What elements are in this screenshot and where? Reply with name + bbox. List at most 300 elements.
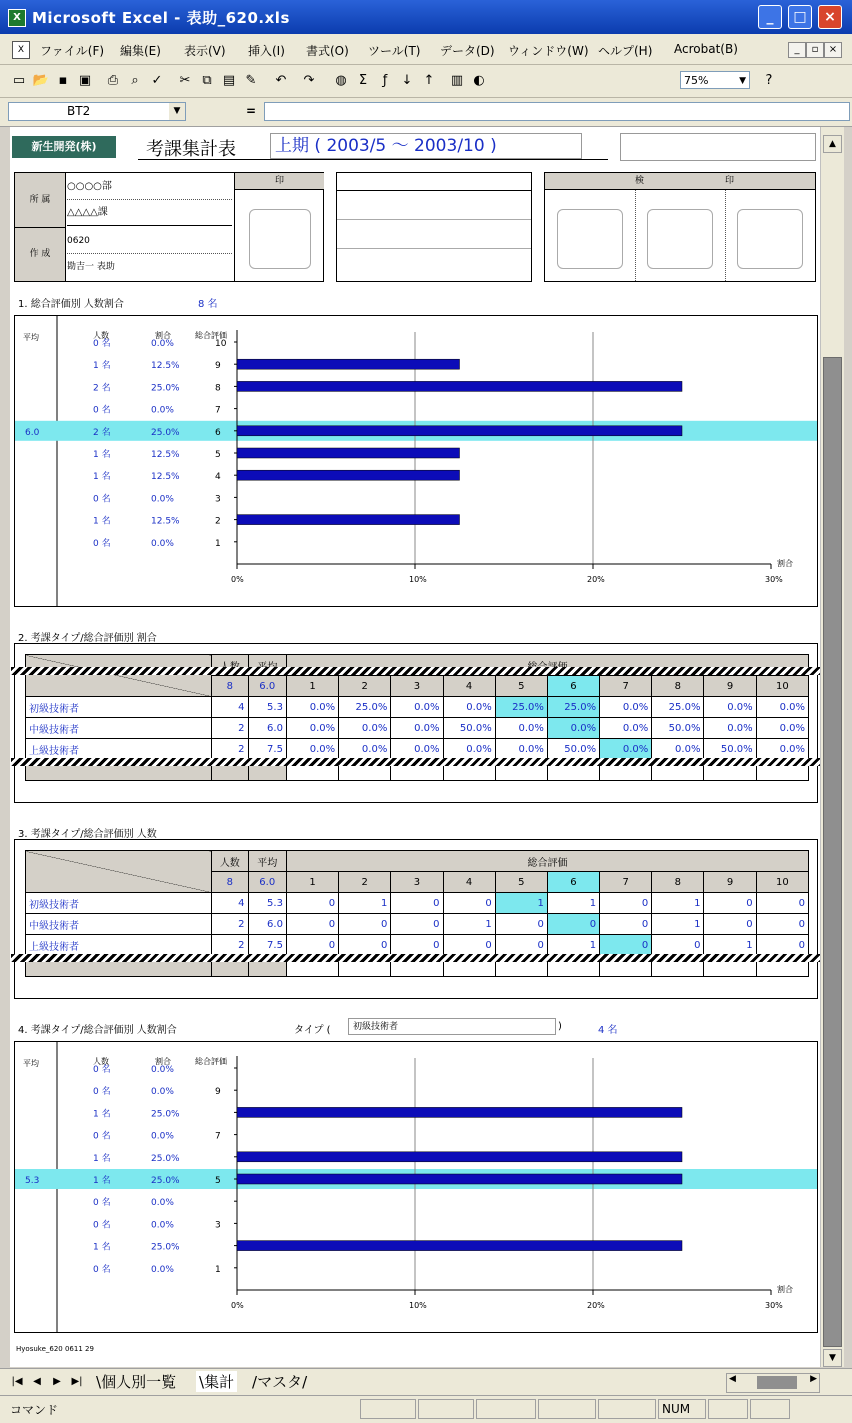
bar [237, 1152, 682, 1162]
ratio-header: 割合 [155, 1057, 171, 1066]
row-type: 初級技術者 [26, 893, 212, 914]
menu-acrobat[interactable]: Acrobat(B) [674, 42, 738, 56]
row-grade: 3 [215, 1220, 221, 1231]
sort-desc-icon[interactable]: ↑ [423, 73, 435, 88]
row-people: 0 名 [93, 1198, 111, 1209]
table-cell: 0 [391, 935, 443, 956]
row-grade: 7 [215, 1131, 221, 1142]
grade-header: 総合評価 [195, 1057, 227, 1066]
row-people: 0 名 [93, 339, 111, 349]
table-cell: 25.0% [652, 697, 704, 718]
total-avg: 6.0 [248, 872, 286, 893]
row-grade: 2 [215, 516, 221, 527]
break-marker [11, 758, 823, 766]
period-field[interactable]: 上期 ( 2003/5 ～ 2003/10 ) [270, 133, 582, 159]
footer-text: Hyosuke_620 0611 29 [16, 1345, 94, 1353]
table-cell: 0 [391, 914, 443, 935]
row-grade: 8 [215, 383, 221, 394]
blank-field[interactable] [620, 133, 816, 161]
row-people: 0 名 [93, 1220, 111, 1231]
chart2-svg [15, 1042, 817, 1332]
window-title: Microsoft Excel - 表助_620.xls [32, 9, 290, 27]
menu-view[interactable]: 表示(V) [184, 44, 226, 58]
break-marker [11, 667, 823, 675]
table-cell: 1 [443, 914, 495, 935]
title-underline [138, 159, 608, 160]
open-icon[interactable]: 📂 [32, 73, 50, 88]
bar [237, 1174, 682, 1184]
menu-file[interactable]: ファイル(F) [40, 44, 105, 58]
row-ratio: 25.0% [151, 1109, 180, 1120]
table-cell: 0 [339, 935, 391, 956]
standard-toolbar [0, 65, 852, 98]
type-label: タイプ ( [294, 1025, 331, 1036]
row-people: 1 名 [93, 516, 111, 527]
stamp-area [249, 209, 311, 269]
table-cell: 1 [547, 935, 599, 956]
status-bar [0, 1395, 852, 1423]
table-cell: 0.0% [391, 697, 443, 718]
table-cell: 0 [600, 914, 652, 935]
table-cell: 1 [547, 893, 599, 914]
tab-master[interactable]: /マスタ/ [252, 1373, 308, 1391]
table-cell: 0.0% [286, 739, 338, 760]
row-people: 0 名 [93, 538, 111, 549]
menu-help[interactable]: ヘルプ(H) [598, 44, 653, 58]
check-stamp-label: 印 [725, 176, 735, 186]
bar [237, 381, 682, 391]
table-cell: 0.0% [756, 697, 808, 718]
row-type: 初級技術者 [26, 697, 212, 718]
row-people: 1 名 [93, 1109, 111, 1120]
grade-header-cell: 9 [704, 872, 756, 893]
row-ratio: 0.0% [151, 538, 174, 549]
row-people: 2 [212, 935, 248, 956]
bar [237, 426, 682, 436]
table-cell: 0.0% [600, 697, 652, 718]
section4-total: 4 名 [598, 1025, 618, 1036]
break-marker [11, 954, 823, 962]
total-people: 8 [212, 872, 248, 893]
row-ratio: 12.5% [151, 472, 180, 483]
tab-summary[interactable]: \集計 [196, 1371, 237, 1392]
row-ratio: 12.5% [151, 361, 180, 372]
check-label: 検 [635, 176, 645, 186]
permission-icon[interactable]: ▣ [78, 73, 92, 88]
table-cell: 0 [600, 893, 652, 914]
grade-header-cell: 6 [547, 872, 599, 893]
hscroll-thumb[interactable] [757, 1376, 797, 1389]
table-cell: 1 [652, 914, 704, 935]
row-people: 0 名 [93, 405, 111, 416]
row-people: 0 名 [93, 1087, 111, 1098]
grade-header-cell: 10 [756, 676, 808, 697]
row-ratio: 0.0% [151, 405, 174, 416]
doc-title: 考課集計表 [146, 139, 236, 160]
row-people: 0 名 [93, 494, 111, 505]
corner-cell [26, 655, 212, 697]
table2-panel [14, 643, 818, 803]
table-cell: 50.0% [547, 739, 599, 760]
scroll-right-icon[interactable]: ▶ [810, 1374, 817, 1384]
row-people: 1 名 [93, 361, 111, 372]
table-cell: 0.0% [286, 697, 338, 718]
header-people: 人数 [212, 851, 248, 872]
row-type: 上級技術者 [26, 739, 212, 760]
table-cell: 0 [756, 914, 808, 935]
section2-title: 2. 考課タイプ/総合評価別 割合 [18, 633, 157, 644]
row-people: 2 名 [93, 427, 111, 438]
grade-header-cell: 1 [286, 872, 338, 893]
scroll-down-icon[interactable]: ▼ [823, 1349, 842, 1367]
table-cell: 0.0% [391, 718, 443, 739]
table-cell: 25.0% [495, 697, 547, 718]
table-cell: 0.0% [443, 697, 495, 718]
sakusei-label: 作 成 [15, 228, 66, 281]
row-ratio: 0.0% [151, 1264, 174, 1275]
x-tick-label: 30% [765, 1301, 783, 1310]
table-cell: 0.0% [547, 718, 599, 739]
people-header: 人数 [93, 1057, 109, 1066]
grade-header-cell: 4 [443, 676, 495, 697]
row-ratio: 25.0% [151, 427, 180, 438]
row-ratio: 0.0% [151, 1065, 174, 1075]
format-painter-icon[interactable]: ✎ [245, 73, 257, 88]
row-ratio: 0.0% [151, 1198, 174, 1209]
maximize-button[interactable]: □ [788, 5, 812, 29]
corner-cell [26, 851, 212, 893]
shozoku-label: 所 属 [15, 173, 66, 228]
menu-edit[interactable]: 編集(E) [120, 44, 161, 58]
status-mode: コマンド [10, 1403, 59, 1417]
formula-equals: = [246, 104, 257, 118]
x-tick-label: 30% [765, 575, 783, 584]
sort-asc-icon[interactable]: ↓ [401, 73, 413, 88]
hyperlink-icon[interactable]: ◍ [335, 73, 347, 88]
header-grade: 総合評価 [286, 851, 808, 872]
table-cell: 0 [652, 935, 704, 956]
table-cell: 1 [339, 893, 391, 914]
menu-bar [0, 34, 852, 65]
help-icon[interactable]: ? [765, 73, 773, 88]
section1-total: 8 名 [198, 299, 218, 310]
bar [237, 448, 460, 458]
save-icon[interactable]: ▪ [58, 73, 68, 88]
section3-title: 3. 考課タイプ/総合評価別 人数 [18, 829, 157, 840]
header-avg: 平均 [248, 851, 286, 872]
table-cell: 0.0% [704, 697, 756, 718]
row-ratio: 0.0% [151, 494, 174, 505]
table-cell: 0 [495, 935, 547, 956]
row-people: 2 [212, 739, 248, 760]
chevron-down-icon[interactable]: ▼ [169, 103, 185, 120]
bar [237, 1107, 682, 1117]
menu-window[interactable]: ウィンドウ(W) [508, 44, 589, 58]
row-ratio: 0.0% [151, 1131, 174, 1142]
row-type: 中級技術者 [26, 718, 212, 739]
row-ratio: 25.0% [151, 383, 180, 394]
type-close: ) [558, 1021, 562, 1032]
type-field[interactable]: 初級技術者 [348, 1018, 556, 1035]
close-button[interactable]: × [818, 5, 842, 29]
row-grade: 9 [215, 1087, 221, 1098]
table-cell: 0 [339, 914, 391, 935]
doc-restore-icon[interactable]: ▫ [806, 42, 824, 58]
x-axis-label: 割合 [777, 1285, 793, 1294]
table-cell: 0.0% [704, 718, 756, 739]
table-cell: 1 [704, 935, 756, 956]
zoom-select[interactable]: 75% ▼ [680, 71, 750, 89]
row-ratio: 0.0% [151, 1220, 174, 1231]
table-cell: 25.0% [339, 697, 391, 718]
table-cell: 0 [704, 914, 756, 935]
table-cell: 0.0% [443, 739, 495, 760]
row-avg: 6.0 [248, 914, 286, 935]
vertical-scrollbar[interactable] [820, 127, 844, 1367]
menu-tools[interactable]: ツール(T) [368, 44, 421, 58]
spelling-icon[interactable]: ✓ [151, 73, 163, 88]
chevron-down-icon: ▼ [739, 76, 746, 86]
section4-title: 4. 考課タイプ/総合評価別 人数割合 [18, 1025, 177, 1036]
table-cell: 50.0% [652, 718, 704, 739]
tab-individual[interactable]: \個人別一覧 [96, 1373, 177, 1391]
row-type: 中級技術者 [26, 914, 212, 935]
menu-format[interactable]: 書式(O) [306, 44, 349, 58]
row-people: 1 名 [93, 450, 111, 460]
grade-header-cell: 3 [391, 872, 443, 893]
row-people: 1 名 [93, 1176, 111, 1186]
row-ratio: 25.0% [151, 1153, 180, 1164]
print-preview-icon[interactable]: ⌕ [131, 73, 139, 88]
code-field: 0620 [67, 229, 232, 254]
table-cell: 0 [443, 935, 495, 956]
first-sheet-icon[interactable]: |◀ [11, 1376, 23, 1387]
row-ratio: 12.5% [151, 516, 180, 527]
row-grade: 6 [215, 427, 221, 438]
row-people: 1 名 [93, 1153, 111, 1164]
row-people: 0 名 [93, 1065, 111, 1075]
row-type: 上級技術者 [26, 935, 212, 956]
table3 [25, 850, 809, 977]
avg-value: 5.3 [25, 1176, 40, 1186]
worksheet[interactable] [10, 127, 820, 1367]
grade-header-cell: 3 [391, 676, 443, 697]
x-tick-label: 10% [409, 575, 427, 584]
row-grade: 1 [215, 538, 221, 549]
company-label: 新生開発(株) [12, 136, 116, 158]
table-cell: 0.0% [339, 739, 391, 760]
table-cell: 0 [286, 914, 338, 935]
table-cell: 0 [756, 893, 808, 914]
bar [237, 515, 460, 525]
row-grade: 1 [215, 1264, 221, 1275]
scroll-left-icon[interactable]: ◀ [729, 1374, 736, 1384]
row-ratio: 0.0% [151, 339, 174, 349]
new-icon[interactable]: ▭ [12, 73, 26, 88]
table-cell: 0 [547, 914, 599, 935]
stamp-cell [234, 173, 324, 281]
avg-header: 平均 [23, 333, 39, 342]
table-cell: 0.0% [652, 739, 704, 760]
table-cell: 0 [600, 935, 652, 956]
row-ratio: 25.0% [151, 1242, 180, 1253]
redo-icon[interactable]: ↷ [303, 73, 315, 88]
table3-panel [14, 839, 818, 999]
table-cell: 25.0% [547, 697, 599, 718]
row-grade: 3 [215, 494, 221, 505]
total-people: 8 [212, 676, 248, 697]
chart2-panel [14, 1041, 818, 1333]
undo-icon[interactable]: ↶ [275, 73, 287, 88]
grade-header-cell: 5 [495, 872, 547, 893]
excel-icon: X [8, 9, 26, 27]
table-cell: 0.0% [495, 739, 547, 760]
chart1-svg [15, 316, 817, 606]
row-people: 4 [212, 697, 248, 718]
chart-wizard-icon[interactable]: ▥ [450, 73, 464, 88]
table-cell: 0.0% [495, 718, 547, 739]
row-people: 2 [212, 718, 248, 739]
row-grade: 7 [215, 405, 221, 416]
row-ratio: 25.0% [151, 1176, 180, 1186]
table-cell: 0.0% [286, 718, 338, 739]
row-grade: 5 [215, 1176, 221, 1186]
row-people: 0 名 [93, 1264, 111, 1275]
check-box [544, 172, 816, 282]
stamp-label: 印 [235, 173, 324, 190]
table-cell: 0.0% [339, 718, 391, 739]
title-bar [0, 0, 852, 34]
grade-header: 総合評価 [195, 331, 227, 340]
x-tick-label: 10% [409, 1301, 427, 1310]
dept-field: ○○○○部 [67, 175, 232, 200]
grade-header-cell: 1 [286, 676, 338, 697]
row-avg: 6.0 [248, 718, 286, 739]
menu-insert[interactable]: 挿入(I) [248, 44, 285, 58]
print-icon[interactable]: ⎙ [107, 73, 119, 88]
prev-sheet-icon[interactable]: ◀ [33, 1376, 41, 1387]
drawing-icon[interactable]: ◐ [473, 73, 485, 88]
grade-header-cell: 10 [756, 872, 808, 893]
row-avg: 7.5 [248, 935, 286, 956]
grade-header-cell: 8 [652, 676, 704, 697]
grade-header-cell: 9 [704, 676, 756, 697]
name-box[interactable]: BT2 ▼ [8, 102, 186, 121]
table-cell: 0.0% [600, 718, 652, 739]
cut-icon[interactable]: ✂ [179, 73, 191, 88]
grade-header-cell: 4 [443, 872, 495, 893]
x-tick-label: 20% [587, 575, 605, 584]
row-avg: 5.3 [248, 893, 286, 914]
row-grade: 9 [215, 361, 221, 372]
grade-header-cell: 8 [652, 872, 704, 893]
sheet-tab-bar [0, 1368, 852, 1395]
row-ratio: 0.0% [151, 1087, 174, 1098]
stamp-area [557, 209, 623, 269]
formula-input[interactable] [264, 102, 850, 121]
doc-icon[interactable]: X [12, 41, 30, 59]
row-grade: 5 [215, 450, 221, 460]
total-avg: 6.0 [248, 676, 286, 697]
table-cell: 0.0% [600, 739, 652, 760]
grade-header-cell: 7 [600, 676, 652, 697]
row-people: 0 名 [93, 1131, 111, 1142]
bar [237, 1241, 682, 1251]
ratio-header: 割合 [155, 331, 171, 340]
bar [237, 359, 460, 369]
scroll-thumb[interactable] [823, 357, 842, 1347]
people-header: 人数 [93, 331, 109, 340]
avg-value: 6.0 [25, 427, 40, 438]
stamp-area [737, 209, 803, 269]
doc-minimize-icon[interactable]: _ [788, 42, 806, 58]
grade-header-cell: 5 [495, 676, 547, 697]
table-cell: 50.0% [443, 718, 495, 739]
copy-icon[interactable]: ⧉ [202, 73, 212, 88]
chart1-panel [14, 315, 818, 607]
autosum-icon[interactable]: Σ [358, 73, 368, 88]
x-tick-label: 0% [231, 575, 244, 584]
row-people: 2 [212, 914, 248, 935]
avg-header: 平均 [23, 1059, 39, 1068]
table-cell: 0.0% [756, 739, 808, 760]
x-tick-label: 20% [587, 1301, 605, 1310]
minimize-button[interactable]: _ [758, 5, 782, 29]
table-cell: 0 [286, 935, 338, 956]
menu-data[interactable]: データ(D) [440, 44, 495, 58]
doc-close-icon[interactable]: × [824, 42, 842, 58]
table-cell: 0 [286, 893, 338, 914]
row-grade: 4 [215, 472, 221, 483]
stamp-area [647, 209, 713, 269]
grade-header-cell: 2 [339, 872, 391, 893]
scroll-up-icon[interactable]: ▲ [823, 135, 842, 153]
table-cell: 50.0% [704, 739, 756, 760]
table-cell: 1 [652, 893, 704, 914]
grade-header-cell: 6 [547, 676, 599, 697]
horizontal-scrollbar[interactable] [726, 1373, 820, 1393]
memo-box [336, 172, 532, 282]
table-cell: 0.0% [756, 718, 808, 739]
table-cell: 0 [443, 893, 495, 914]
num-indicator: NUM [658, 1399, 706, 1419]
x-tick-label: 0% [231, 1301, 244, 1310]
section1-title: 1. 総合評価別 人数割合 [18, 299, 124, 310]
row-avg: 5.3 [248, 697, 286, 718]
paste-icon[interactable]: ▤ [222, 73, 236, 88]
grade-header-cell: 2 [339, 676, 391, 697]
row-avg: 7.5 [248, 739, 286, 760]
name-field: 勘吉一 表助 [67, 262, 115, 272]
table-cell: 0.0% [391, 739, 443, 760]
x-axis-label: 割合 [777, 559, 793, 568]
next-sheet-icon[interactable]: ▶ [53, 1376, 61, 1387]
row-people: 2 名 [93, 383, 111, 394]
last-sheet-icon[interactable]: ▶| [71, 1376, 83, 1387]
table-cell: 0 [391, 893, 443, 914]
row-people: 1 名 [93, 472, 111, 483]
row-grade: 10 [215, 339, 227, 349]
row-ratio: 12.5% [151, 450, 180, 460]
table2 [25, 654, 809, 781]
bar [237, 470, 460, 480]
table-cell: 0 [756, 935, 808, 956]
function-icon[interactable]: ƒ [382, 73, 388, 88]
table-cell: 1 [495, 893, 547, 914]
row-people: 1 名 [93, 1242, 111, 1253]
row-people: 4 [212, 893, 248, 914]
table-cell: 0 [495, 914, 547, 935]
